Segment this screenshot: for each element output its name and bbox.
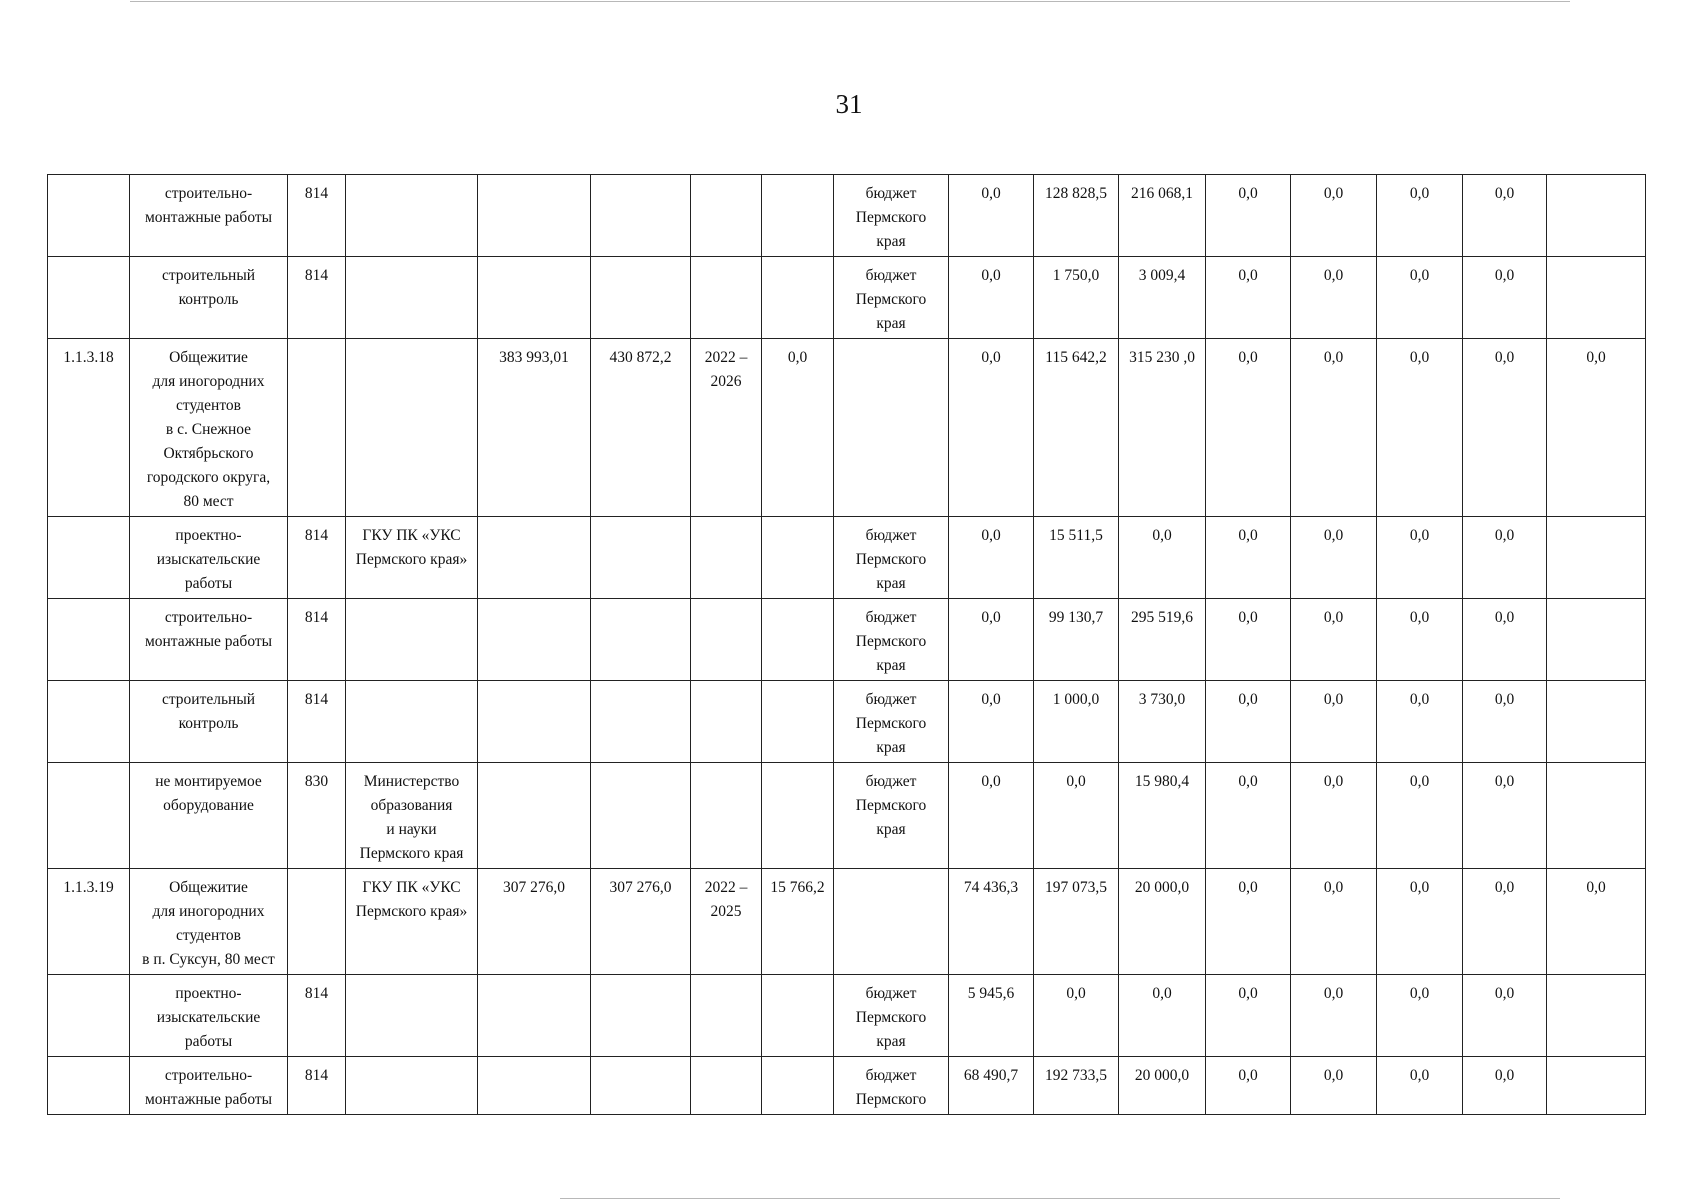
table-cell bbox=[834, 869, 949, 975]
table-cell: 830 bbox=[288, 763, 346, 869]
budget-table bbox=[47, 174, 1646, 1115]
table-cell bbox=[346, 599, 478, 681]
table-cell bbox=[478, 975, 591, 1057]
table-cell: 814 bbox=[288, 975, 346, 1057]
table-cell bbox=[48, 763, 130, 869]
table-cell: 3 730,0 bbox=[1119, 681, 1206, 763]
table-cell: 0,0 bbox=[1206, 599, 1291, 681]
table-cell bbox=[346, 339, 478, 517]
table-cell: не монтируемое оборудование bbox=[130, 763, 288, 869]
table-cell: 0,0 bbox=[1119, 975, 1206, 1057]
table-cell: 0,0 bbox=[1463, 339, 1547, 517]
table-cell bbox=[1547, 175, 1646, 257]
table-cell: 0,0 bbox=[1377, 763, 1463, 869]
table-cell: 0,0 bbox=[1206, 339, 1291, 517]
table-cell: 0,0 bbox=[1206, 975, 1291, 1057]
table-cell: 0,0 bbox=[1206, 1057, 1291, 1115]
table-cell bbox=[288, 869, 346, 975]
table-cell: бюджет Пермского края bbox=[834, 975, 949, 1057]
table-cell bbox=[346, 1057, 478, 1115]
table-cell: 430 872,2 bbox=[591, 339, 691, 517]
table-cell bbox=[591, 175, 691, 257]
table-cell: 99 130,7 bbox=[1034, 599, 1119, 681]
table-cell bbox=[48, 517, 130, 599]
table-cell: 0,0 bbox=[1463, 975, 1547, 1057]
table-cell bbox=[591, 517, 691, 599]
table-cell: 0,0 bbox=[949, 681, 1034, 763]
table-cell: 315 230 ,0 bbox=[1119, 339, 1206, 517]
table-cell: 0,0 bbox=[1377, 1057, 1463, 1115]
table-cell bbox=[762, 1057, 834, 1115]
table-cell: 814 bbox=[288, 681, 346, 763]
table-cell bbox=[762, 517, 834, 599]
table-row bbox=[48, 517, 1646, 599]
table-cell: 0,0 bbox=[1463, 517, 1547, 599]
table-cell bbox=[691, 599, 762, 681]
table-cell: 1.1.3.19 bbox=[48, 869, 130, 975]
table-cell: 0,0 bbox=[1377, 175, 1463, 257]
table-cell bbox=[1547, 257, 1646, 339]
table-cell: 0,0 bbox=[1206, 257, 1291, 339]
table-cell bbox=[346, 975, 478, 1057]
table-cell: 15 511,5 bbox=[1034, 517, 1119, 599]
table-cell bbox=[1547, 681, 1646, 763]
table-cell bbox=[478, 1057, 591, 1115]
table-cell: 0,0 bbox=[1291, 257, 1377, 339]
table-cell: 115 642,2 bbox=[1034, 339, 1119, 517]
table-cell: строительный контроль bbox=[130, 257, 288, 339]
table-cell: 1.1.3.18 bbox=[48, 339, 130, 517]
table-cell: 0,0 bbox=[762, 339, 834, 517]
table-cell: 1 750,0 bbox=[1034, 257, 1119, 339]
table-row bbox=[48, 681, 1646, 763]
scan-bottom-edge-line bbox=[560, 1198, 1560, 1199]
table-cell bbox=[691, 175, 762, 257]
table-cell: 0,0 bbox=[1291, 975, 1377, 1057]
table-cell bbox=[1547, 1057, 1646, 1115]
table-cell bbox=[762, 257, 834, 339]
table-cell bbox=[591, 599, 691, 681]
table-cell: ГКУ ПК «УКС Пермского края» bbox=[346, 869, 478, 975]
table-cell: 0,0 bbox=[1206, 681, 1291, 763]
table-cell: 0,0 bbox=[1291, 599, 1377, 681]
table-cell bbox=[48, 599, 130, 681]
table-cell: строительно- монтажные работы bbox=[130, 599, 288, 681]
table-cell bbox=[762, 975, 834, 1057]
table-cell bbox=[48, 1057, 130, 1115]
table-cell: 2022 – 2026 bbox=[691, 339, 762, 517]
table-cell: строительно- монтажные работы bbox=[130, 175, 288, 257]
table-cell: 0,0 bbox=[1034, 975, 1119, 1057]
table-cell: 0,0 bbox=[1463, 599, 1547, 681]
table-body bbox=[48, 175, 1646, 1115]
table-cell: 0,0 bbox=[1377, 599, 1463, 681]
table-cell: 0,0 bbox=[1377, 257, 1463, 339]
table-cell bbox=[1547, 599, 1646, 681]
table-cell: 814 bbox=[288, 517, 346, 599]
table-cell: 0,0 bbox=[949, 257, 1034, 339]
table-cell: 0,0 bbox=[949, 517, 1034, 599]
table-cell bbox=[48, 175, 130, 257]
table-row bbox=[48, 339, 1646, 517]
table-cell: Общежитие для иногородних студентов в с. Снежное Октябрьского городского округа, 80 мест bbox=[130, 339, 288, 517]
table-cell bbox=[478, 681, 591, 763]
table-cell: бюджет Пермского края bbox=[834, 175, 949, 257]
table-cell: Министерство образования и науки Пермского края bbox=[346, 763, 478, 869]
table-cell: 0,0 bbox=[1377, 869, 1463, 975]
table-cell: 383 993,01 bbox=[478, 339, 591, 517]
table-cell: 307 276,0 bbox=[591, 869, 691, 975]
table-cell: Общежитие для иногородних студентов в п. Суксун, 80 мест bbox=[130, 869, 288, 975]
table-cell: 0,0 bbox=[1291, 681, 1377, 763]
table-cell bbox=[478, 257, 591, 339]
table-cell: 0,0 bbox=[949, 599, 1034, 681]
table-cell bbox=[762, 599, 834, 681]
table-cell: 0,0 bbox=[1206, 869, 1291, 975]
table-cell bbox=[1547, 975, 1646, 1057]
table-cell: 0,0 bbox=[1291, 175, 1377, 257]
table-cell: 20 000,0 bbox=[1119, 869, 1206, 975]
table-cell: 0,0 bbox=[949, 339, 1034, 517]
table-cell: 0,0 bbox=[949, 175, 1034, 257]
table-cell bbox=[48, 257, 130, 339]
table-cell: 0,0 bbox=[1291, 763, 1377, 869]
table-cell bbox=[762, 681, 834, 763]
table-cell: 307 276,0 bbox=[478, 869, 591, 975]
table-cell: бюджет Пермского края bbox=[834, 763, 949, 869]
table-cell: 814 bbox=[288, 599, 346, 681]
table-cell: 0,0 bbox=[1377, 975, 1463, 1057]
table-cell bbox=[762, 175, 834, 257]
table-cell: 814 bbox=[288, 1057, 346, 1115]
scan-top-edge-line bbox=[130, 1, 1570, 2]
table-cell bbox=[478, 599, 591, 681]
table-cell bbox=[48, 681, 130, 763]
table-cell bbox=[1547, 517, 1646, 599]
table-cell: 0,0 bbox=[1291, 339, 1377, 517]
table-cell: 216 068,1 bbox=[1119, 175, 1206, 257]
table-cell: 0,0 bbox=[1377, 681, 1463, 763]
table-cell bbox=[591, 975, 691, 1057]
table-row bbox=[48, 257, 1646, 339]
table-cell: 0,0 bbox=[1377, 339, 1463, 517]
table-cell: 814 bbox=[288, 257, 346, 339]
table-cell bbox=[591, 257, 691, 339]
table-cell: 74 436,3 bbox=[949, 869, 1034, 975]
table-cell: 3 009,4 bbox=[1119, 257, 1206, 339]
table-cell: 0,0 bbox=[1463, 257, 1547, 339]
table-cell bbox=[691, 681, 762, 763]
table-cell: бюджет Пермского края bbox=[834, 517, 949, 599]
table-cell: проектно- изыскательские работы bbox=[130, 517, 288, 599]
table-cell bbox=[346, 681, 478, 763]
table-cell bbox=[591, 763, 691, 869]
table-cell: бюджет Пермского края bbox=[834, 257, 949, 339]
table-cell: 20 000,0 bbox=[1119, 1057, 1206, 1115]
table-cell bbox=[691, 257, 762, 339]
table-cell: 68 490,7 bbox=[949, 1057, 1034, 1115]
page-number: 31 bbox=[835, 89, 863, 119]
table-cell bbox=[478, 175, 591, 257]
table-cell bbox=[478, 517, 591, 599]
table-cell: бюджет Пермского края bbox=[834, 599, 949, 681]
table-cell: 0,0 bbox=[1463, 869, 1547, 975]
table-cell: 0,0 bbox=[1463, 681, 1547, 763]
table-cell: 0,0 bbox=[1377, 517, 1463, 599]
table-cell: проектно- изыскательские работы bbox=[130, 975, 288, 1057]
table-cell: 128 828,5 bbox=[1034, 175, 1119, 257]
table-cell: 0,0 bbox=[1547, 869, 1646, 975]
table-cell bbox=[762, 763, 834, 869]
table-cell: 0,0 bbox=[1034, 763, 1119, 869]
table-row bbox=[48, 975, 1646, 1057]
table-cell: 5 945,6 bbox=[949, 975, 1034, 1057]
table-cell bbox=[691, 975, 762, 1057]
table-cell bbox=[691, 763, 762, 869]
table-cell bbox=[1547, 763, 1646, 869]
table-cell: 0,0 bbox=[1291, 1057, 1377, 1115]
table-cell bbox=[591, 1057, 691, 1115]
table-cell: строительно- монтажные работы bbox=[130, 1057, 288, 1115]
table-cell bbox=[48, 975, 130, 1057]
table-cell: бюджет Пермского края bbox=[834, 681, 949, 763]
table-row bbox=[48, 599, 1646, 681]
table-cell: 0,0 bbox=[1547, 339, 1646, 517]
table-cell: 0,0 bbox=[1463, 763, 1547, 869]
table-cell bbox=[346, 175, 478, 257]
table-cell: ГКУ ПК «УКС Пермского края» bbox=[346, 517, 478, 599]
table-cell: 15 980,4 bbox=[1119, 763, 1206, 869]
table-cell: бюджет Пермского bbox=[834, 1057, 949, 1115]
table-row bbox=[48, 763, 1646, 869]
table-cell bbox=[591, 681, 691, 763]
table-cell: 0,0 bbox=[1463, 1057, 1547, 1115]
table-cell bbox=[346, 257, 478, 339]
table-row bbox=[48, 869, 1646, 975]
table-cell: 0,0 bbox=[1291, 517, 1377, 599]
table-cell: 0,0 bbox=[1291, 869, 1377, 975]
table-cell: 2022 – 2025 bbox=[691, 869, 762, 975]
table-cell: 0,0 bbox=[949, 763, 1034, 869]
table-cell: 192 733,5 bbox=[1034, 1057, 1119, 1115]
table-cell: 0,0 bbox=[1463, 175, 1547, 257]
table-cell: 295 519,6 bbox=[1119, 599, 1206, 681]
table-cell: 197 073,5 bbox=[1034, 869, 1119, 975]
table-cell bbox=[288, 339, 346, 517]
table-cell: 0,0 bbox=[1119, 517, 1206, 599]
table-row bbox=[48, 175, 1646, 257]
table-cell bbox=[691, 1057, 762, 1115]
table-cell: 0,0 bbox=[1206, 763, 1291, 869]
table-cell: 0,0 bbox=[1206, 175, 1291, 257]
table-cell bbox=[834, 339, 949, 517]
table-cell: 814 bbox=[288, 175, 346, 257]
table-cell: 0,0 bbox=[1206, 517, 1291, 599]
table-cell bbox=[691, 517, 762, 599]
table-cell bbox=[478, 763, 591, 869]
table-cell: 1 000,0 bbox=[1034, 681, 1119, 763]
table-row bbox=[48, 1057, 1646, 1115]
table-cell: 15 766,2 bbox=[762, 869, 834, 975]
table-cell: строительный контроль bbox=[130, 681, 288, 763]
